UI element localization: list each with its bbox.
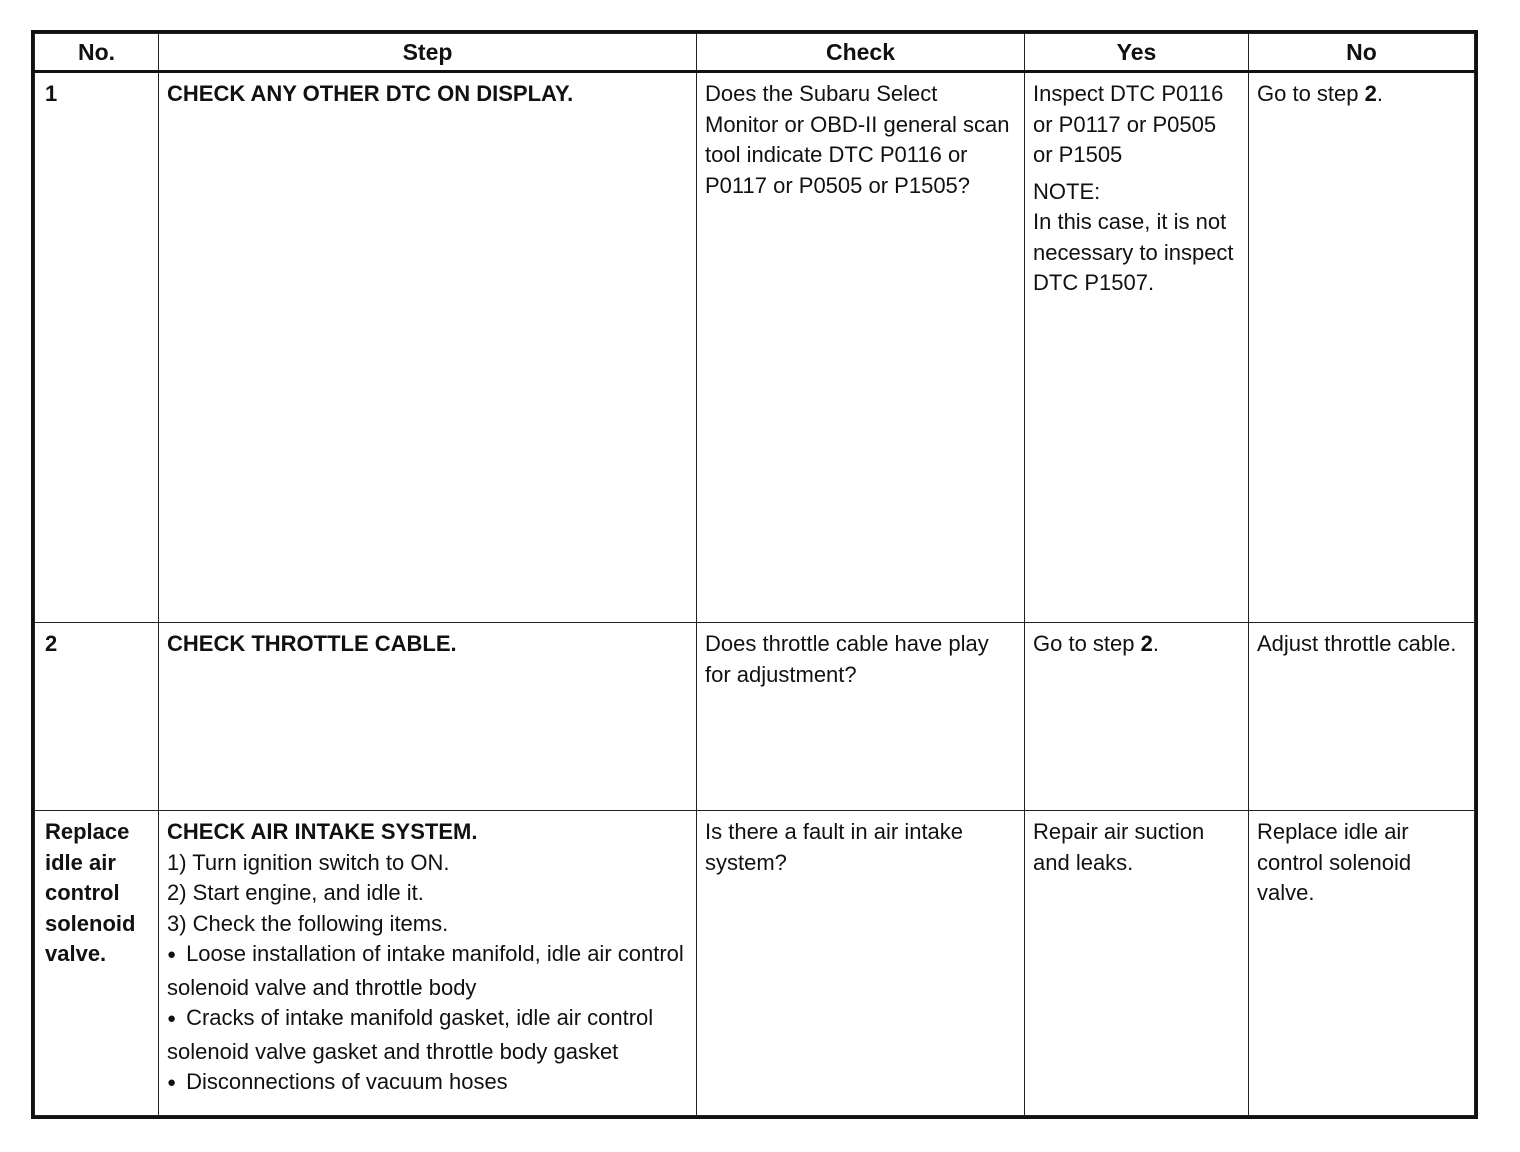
check-cell	[697, 72, 1025, 623]
check-cell	[697, 811, 1025, 1116]
check-bullet-item: ● Disconnections of vacuum hoses	[167, 1067, 688, 1101]
check-cell	[697, 623, 1025, 811]
table-row	[35, 72, 1475, 623]
yes-text: Repair air suction and leaks.	[1033, 819, 1205, 875]
yes-cell	[1025, 811, 1249, 1116]
no-cell	[1249, 72, 1475, 623]
step-number-cell	[35, 811, 159, 1116]
table-header-row	[35, 34, 1475, 72]
step-cell	[159, 811, 697, 1116]
step-cell	[159, 72, 697, 623]
header-no-result: No	[1249, 34, 1475, 72]
yes-text: Inspect DTC P0116 or P0117 or P0505 or P1505	[1033, 81, 1224, 167]
step-number-cell	[35, 72, 159, 623]
procedure-item: 3) Check the following items.	[167, 910, 449, 936]
procedure-item: 1) Turn ignition switch to ON.	[167, 849, 450, 875]
no-text: Adjust throttle cable.	[1257, 631, 1457, 656]
diagnostic-table	[34, 33, 1475, 1116]
header-no: No.	[35, 34, 159, 72]
step-number: 2	[45, 631, 58, 656]
note-text: In this case, it is not necessary to inspect DTC P1507.	[1033, 209, 1234, 295]
check-bullet-item: ● Cracks of intake manifold gasket, idle air control solenoid valve gasket and throttle body gasket	[167, 1003, 688, 1067]
step-number: Replace idle air control solenoid valve.	[45, 819, 136, 966]
no-cell	[1249, 623, 1475, 811]
check-text: Does the Subaru Select Monitor or OBD-II general scan tool indicate DTC P0116 or P0117 or P0505 or P1505?	[705, 81, 1010, 198]
step-number-cell	[35, 623, 159, 811]
table-row	[35, 623, 1475, 811]
note-label: NOTE:	[1033, 178, 1101, 204]
step-title: CHECK ANY OTHER DTC ON DISPLAY.	[167, 81, 574, 106]
check-text: Is there a fault in air intake system?	[705, 819, 964, 875]
step-number: 1	[45, 81, 58, 106]
yes-text: Go to step 2.	[1033, 631, 1159, 656]
check-text: Does throttle cable have play for adjustment?	[705, 631, 989, 687]
step-title: CHECK AIR INTAKE SYSTEM.	[167, 819, 478, 844]
step-title: CHECK THROTTLE CABLE.	[167, 631, 457, 656]
header-check: Check	[697, 34, 1025, 72]
no-cell	[1249, 811, 1475, 1116]
procedure-item: 2) Start engine, and idle it.	[167, 880, 424, 905]
step-cell	[159, 623, 697, 811]
table-row	[35, 811, 1475, 1116]
header-step: Step	[159, 34, 697, 72]
diagnostic-table-frame	[31, 30, 1478, 1119]
yes-cell	[1025, 623, 1249, 811]
check-bullet-item: ● Loose installation of intake manifold, idle air control solenoid valve and throttle body	[167, 939, 688, 1003]
header-yes: Yes	[1025, 34, 1249, 72]
yes-cell	[1025, 72, 1249, 623]
step-reference: 2	[1140, 631, 1153, 656]
step-reference: 2	[1364, 81, 1377, 106]
no-text: Replace idle air control solenoid valve.	[1257, 819, 1412, 905]
no-text: Go to step 2.	[1257, 81, 1383, 106]
